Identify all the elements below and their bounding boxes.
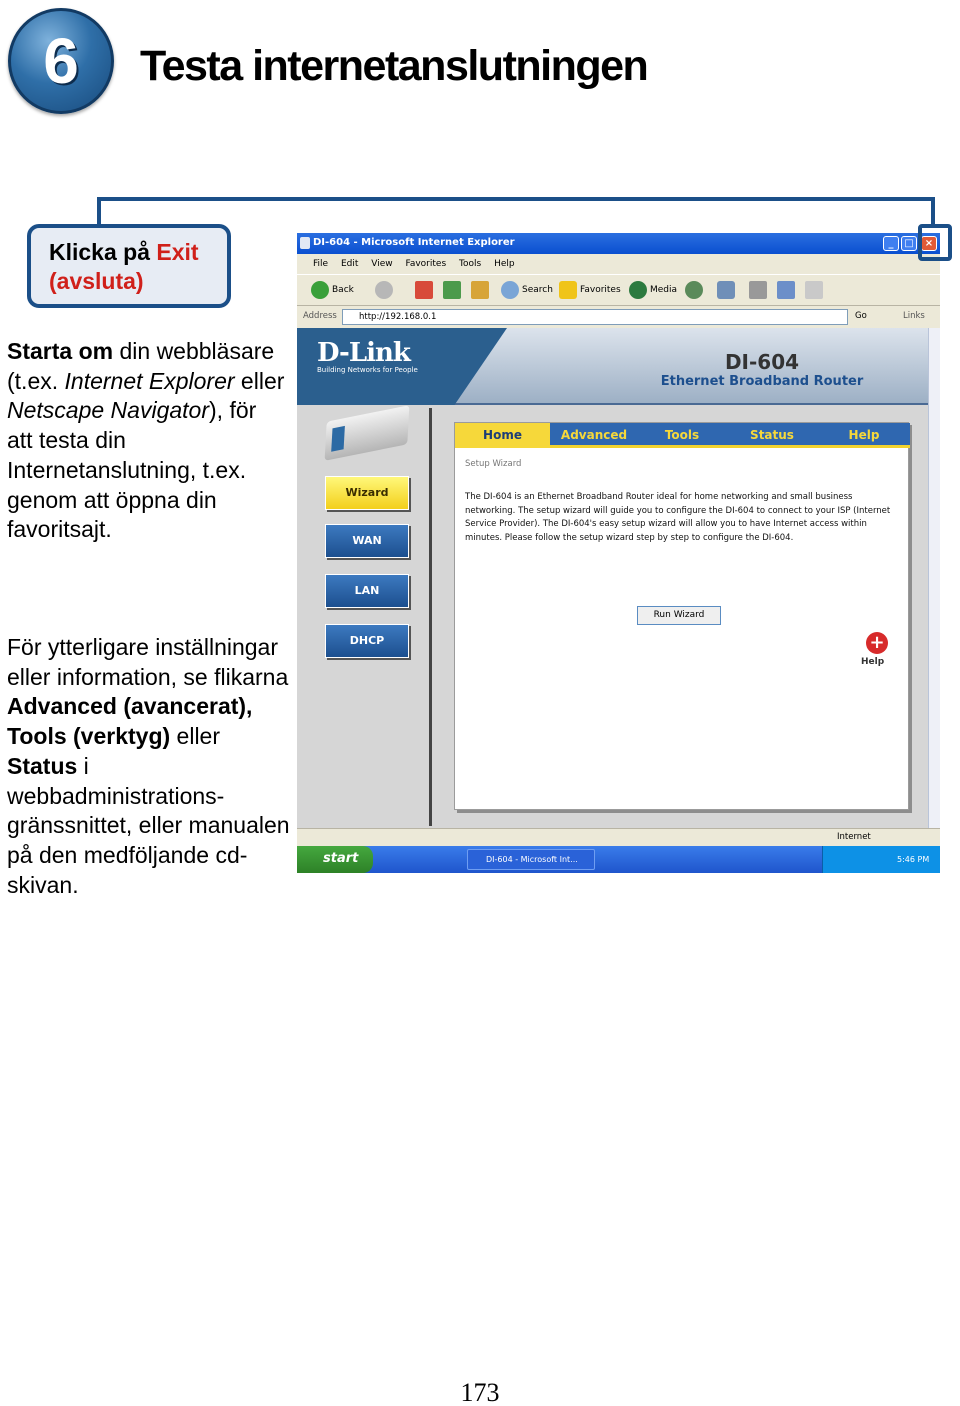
tab-status[interactable]: Status <box>750 428 794 442</box>
sidebar-wan-button[interactable]: WAN <box>325 524 409 558</box>
favorites-button[interactable] <box>559 281 621 299</box>
dlink-logo: D-Link <box>317 338 410 368</box>
help-plus-icon[interactable]: + <box>866 632 888 654</box>
stop-icon <box>415 281 433 299</box>
help-link[interactable]: Help <box>861 657 885 667</box>
router-image <box>325 405 410 461</box>
address-bar <box>297 306 940 328</box>
back-arrow-icon <box>311 281 329 299</box>
more-settings-paragraph <box>7 633 292 900</box>
taskbar-ie-window[interactable]: DI-604 - Microsoft Int... <box>467 849 595 870</box>
menu-view[interactable]: View <box>371 259 393 269</box>
refresh-icon <box>443 281 461 299</box>
browser-screenshot <box>297 233 940 873</box>
page-title: Testa internetanslutningen <box>140 42 648 90</box>
p2-text-3: eller <box>170 723 221 750</box>
router-web-page <box>297 328 928 828</box>
p2-status: Status <box>7 752 78 779</box>
discuss-button[interactable] <box>805 281 823 299</box>
p2-advanced: Advanced <box>7 693 117 720</box>
media-button[interactable] <box>629 281 677 299</box>
print-button[interactable] <box>749 281 767 299</box>
minimize-button[interactable]: _ <box>883 236 899 251</box>
step-number-badge <box>8 8 114 114</box>
router-model-subtitle: Ethernet Broadband Router <box>660 374 864 389</box>
print-icon <box>749 281 767 299</box>
tab-home[interactable]: Home <box>455 423 550 448</box>
router-content-panel <box>454 422 909 810</box>
go-button[interactable]: Go <box>855 311 867 321</box>
edit-icon <box>777 281 795 299</box>
p2-text-1: För ytterligare inställningar eller information, se flikarna <box>7 634 289 690</box>
forward-button[interactable] <box>375 281 393 299</box>
sidebar-lan-button[interactable]: LAN <box>325 574 409 608</box>
dlink-tagline: Building Networks for People <box>317 366 418 374</box>
history-icon <box>685 281 703 299</box>
p1-text-3: ), för att testa din Internetanslutning, t.ex. genom att öppna din favoritsajt. <box>7 397 257 543</box>
p2-text-4: i webbadministrations-gränssnittet, eller manualen på den medföljande cd-skivan. <box>7 752 290 898</box>
p1-bold: Starta om <box>7 338 114 364</box>
menu-file[interactable]: File <box>313 259 329 269</box>
setup-wizard-heading: Setup Wizard <box>465 459 522 469</box>
mail-icon <box>717 281 735 299</box>
maximize-button[interactable]: □ <box>901 236 917 251</box>
p1-text-2: eller <box>234 367 285 394</box>
forward-arrow-icon <box>375 281 393 299</box>
home-button[interactable] <box>471 281 489 299</box>
tab-tools[interactable]: Tools <box>664 428 700 442</box>
callout-connector <box>97 197 935 226</box>
status-zone: Internet <box>837 832 871 842</box>
menu-bar <box>297 254 940 274</box>
menu-edit[interactable]: Edit <box>340 259 359 269</box>
callout-exit: Exit <box>156 239 199 265</box>
exit-highlight-box <box>918 224 952 261</box>
menu-tools[interactable]: Tools <box>459 259 482 269</box>
menu-help[interactable]: Help <box>494 259 515 269</box>
window-titlebar <box>297 233 940 254</box>
restart-browser-paragraph <box>7 337 287 545</box>
mail-button[interactable] <box>717 281 735 299</box>
home-icon <box>471 281 489 299</box>
media-label: Media <box>650 285 678 295</box>
router-tabs <box>455 423 910 448</box>
back-label: Back <box>332 285 354 295</box>
wizard-description: The DI-604 is an Ethernet Broadband Router ideal for home networking and small business networking. The setup wizard will guide you to configure the DI-604 to connect to your ISP (Internet Service Provider). The DI-604's easy setup wizard will allow you to have Internet access within minutes. Please follow the setup wizard step by step to configure the DI-604. <box>465 492 891 543</box>
router-banner <box>297 328 928 405</box>
vertical-scrollbar[interactable] <box>928 328 940 828</box>
sidebar-dhcp-button[interactable]: DHCP <box>325 624 409 658</box>
p1-ie: Internet Explorer <box>64 367 235 394</box>
search-button[interactable] <box>501 281 553 299</box>
close-button[interactable]: × <box>921 236 937 251</box>
search-label: Search <box>522 285 553 295</box>
browser-status-bar <box>297 828 940 846</box>
history-button[interactable] <box>685 281 703 299</box>
system-tray-clock: 5:46 PM <box>822 846 940 873</box>
callout-exit-translation: (avsluta) <box>49 268 144 294</box>
p1-text-1: din webbläsare (t.ex. <box>7 338 275 394</box>
windows-taskbar <box>297 846 940 873</box>
p1-netscape: Netscape Navigator <box>7 397 209 424</box>
page-number: 173 <box>460 1378 500 1406</box>
back-button[interactable] <box>311 281 354 299</box>
sidebar-divider <box>429 408 432 826</box>
ie-icon <box>300 237 310 249</box>
edit-button[interactable] <box>777 281 795 299</box>
favorites-label: Favorites <box>580 285 621 295</box>
links-button[interactable]: Links <box>903 311 925 321</box>
start-button[interactable]: start <box>297 846 373 873</box>
run-wizard-button[interactable]: Run Wizard <box>637 606 721 625</box>
menu-favorites[interactable]: Favorites <box>405 259 447 269</box>
window-title: DI-604 - Microsoft Internet Explorer <box>313 237 515 248</box>
p2-tools: (avancerat), Tools (verktyg) <box>7 693 253 750</box>
search-icon <box>501 281 519 299</box>
address-label: Address <box>303 311 337 321</box>
exit-callout <box>27 224 231 308</box>
refresh-button[interactable] <box>443 281 461 299</box>
router-image-stripe <box>331 426 345 452</box>
star-icon <box>559 281 577 299</box>
media-icon <box>629 281 647 299</box>
sidebar-wizard-button[interactable]: Wizard <box>325 476 409 510</box>
callout-prefix: Klicka på <box>49 239 157 265</box>
discuss-icon <box>805 281 823 299</box>
browser-toolbar <box>297 274 940 306</box>
router-model: DI-604 <box>724 350 800 374</box>
step-number: 6 <box>43 25 79 97</box>
tab-advanced[interactable]: Advanced <box>560 428 628 442</box>
tab-help[interactable]: Help <box>848 428 880 442</box>
stop-button[interactable] <box>415 281 433 299</box>
address-input[interactable]: http://192.168.0.1 <box>342 309 848 325</box>
